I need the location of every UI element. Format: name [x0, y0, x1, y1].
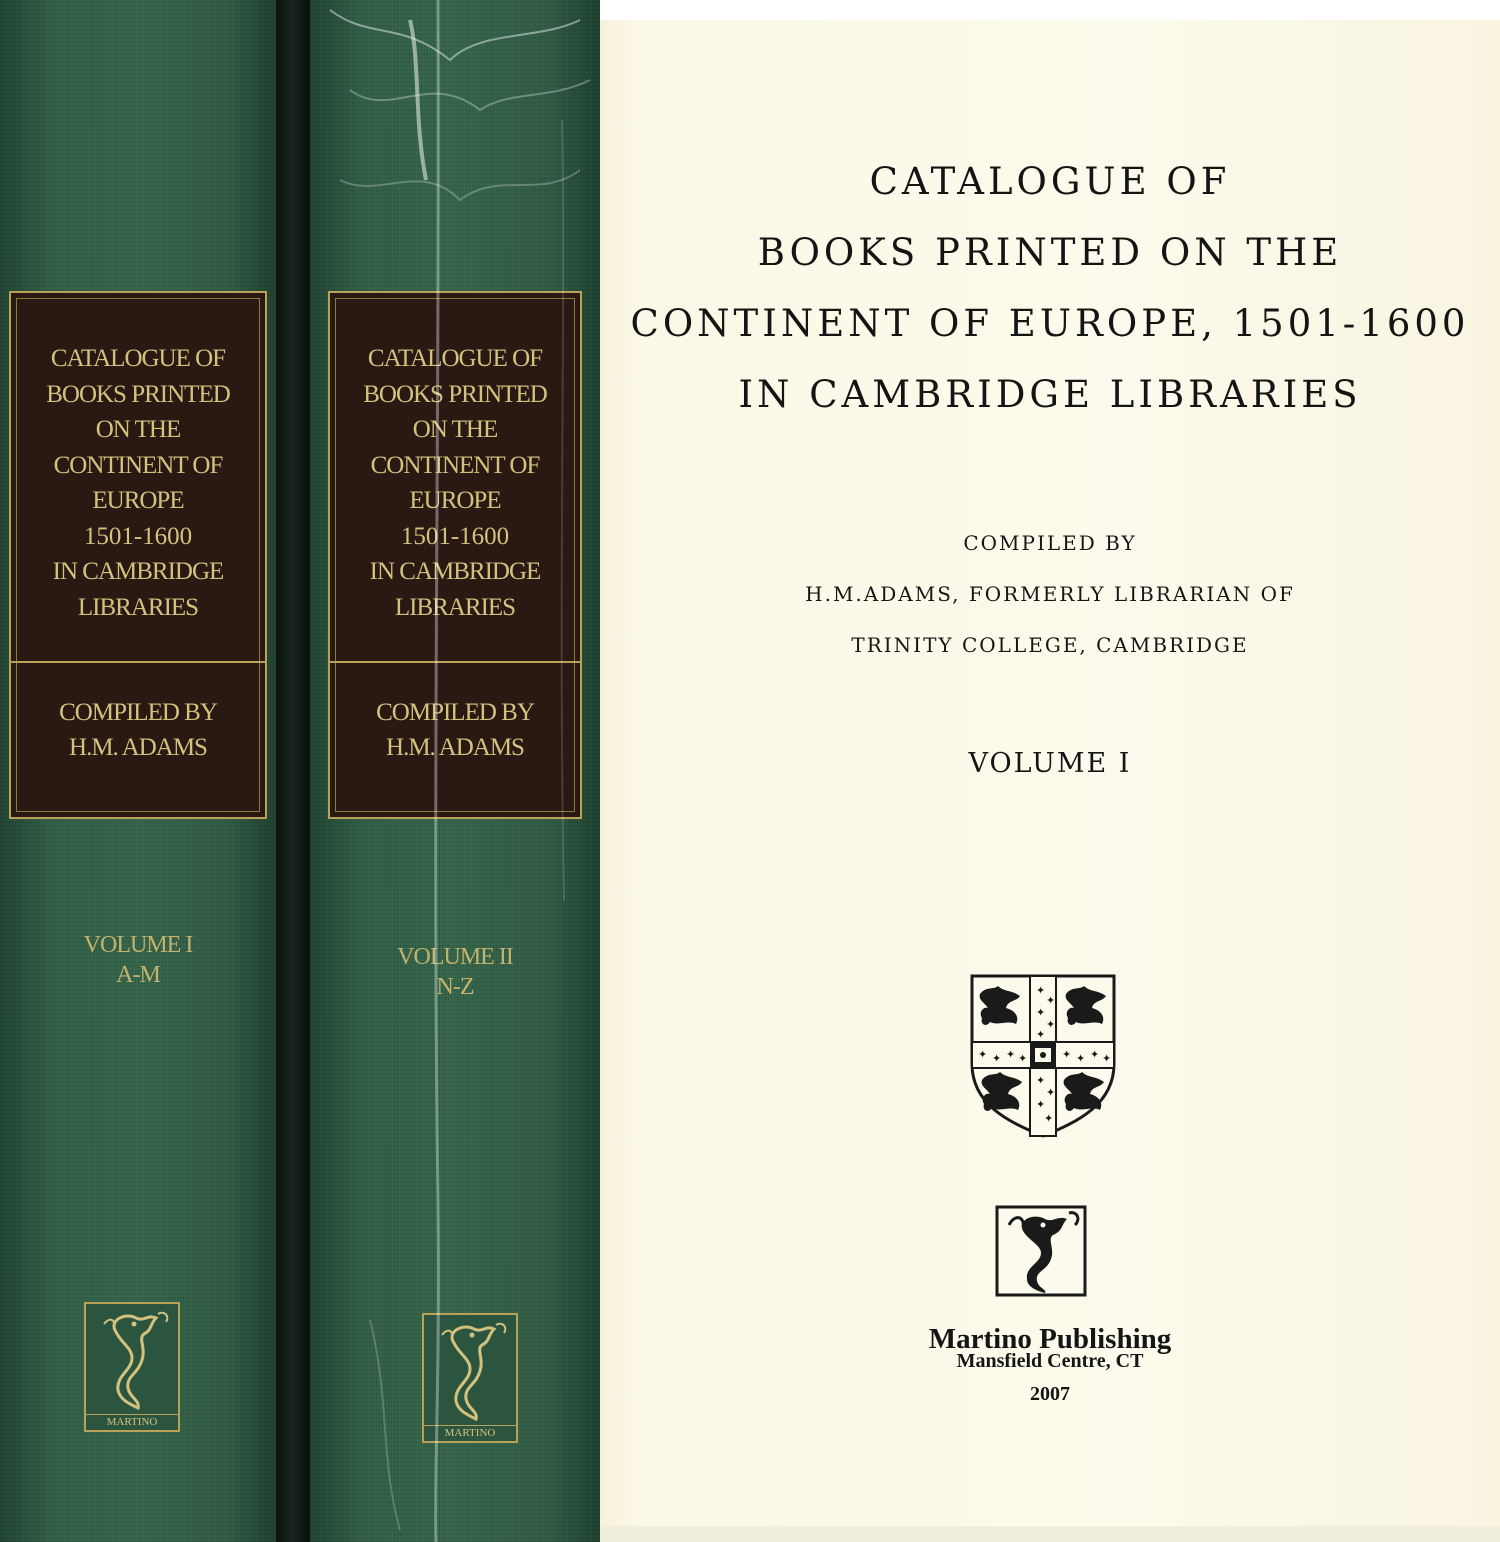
- spine-volume-line: VOLUME II: [397, 944, 513, 970]
- page-title-line: CONTINENT OF EUROPE, 1501-1600: [630, 302, 1470, 345]
- svg-text:✦: ✦: [1046, 1086, 1056, 1099]
- page-title-line: BOOKS PRINTED ON THE: [757, 231, 1343, 274]
- spine-title-line: ON THE: [412, 416, 498, 443]
- spine-compiler: [334, 695, 576, 765]
- compiler-line: COMPILED BY: [963, 531, 1137, 555]
- svg-text:✦: ✦: [1018, 1052, 1028, 1065]
- spine-label-box: [328, 291, 582, 819]
- spine-title-line: IN CAMBRIDGE: [52, 558, 224, 585]
- svg-text:✦: ✦: [1046, 1018, 1056, 1031]
- spine-title-line: CONTINENT OF: [53, 451, 223, 479]
- spine-gap: [276, 0, 310, 1542]
- spine-title-line: 1501-1600: [83, 522, 193, 550]
- title-page: [600, 20, 1500, 1528]
- spine-compiler: [15, 695, 261, 765]
- spine-label-divider: [330, 661, 580, 663]
- svg-text:✦: ✦: [1076, 1052, 1086, 1065]
- publisher-name: Martino Publishing: [928, 1323, 1172, 1355]
- spine-volume-2: [310, 0, 600, 1542]
- svg-text:✦: ✦: [1102, 1052, 1112, 1065]
- spine-title-line: BOOKS PRINTED: [363, 380, 547, 408]
- spine-volume-line: N-Z: [436, 974, 474, 1000]
- svg-text:✦: ✦: [1036, 1098, 1046, 1111]
- spine-logo-label: MARTINO: [86, 1414, 178, 1428]
- dolphin-icon: [86, 1304, 178, 1412]
- martino-spine-logo: [422, 1313, 518, 1443]
- volume-label: VOLUME I: [968, 748, 1132, 779]
- svg-text:✦: ✦: [1036, 1006, 1046, 1019]
- publisher-place: Mansfield Centre, CT: [956, 1350, 1144, 1372]
- spine-title-line: BOOKS PRINTED: [46, 380, 230, 408]
- spine-compiler-line: COMPILED BY: [59, 699, 217, 726]
- martino-dolphin-icon: [995, 1205, 1087, 1297]
- spine-volume-label: [0, 930, 276, 990]
- publication-year: 2007: [1030, 1383, 1070, 1405]
- spine-logo-label: MARTINO: [424, 1425, 516, 1439]
- svg-text:✦: ✦: [978, 1048, 988, 1061]
- spine-title-line: EUROPE: [409, 487, 501, 514]
- spine-label-box: [9, 291, 267, 819]
- svg-text:✦: ✦: [1006, 1048, 1016, 1061]
- spine-title: [15, 341, 261, 625]
- svg-text:✦: ✦: [1090, 1048, 1100, 1061]
- spine-title-line: CATALOGUE OF: [367, 345, 543, 372]
- page-title: [600, 146, 1500, 430]
- svg-text:✦: ✦: [1036, 1028, 1046, 1041]
- spine-compiler-line: H.M. ADAMS: [386, 734, 524, 761]
- svg-text:✦: ✦: [1036, 984, 1046, 997]
- dolphin-icon: [424, 1315, 516, 1423]
- svg-text:✦: ✦: [1046, 994, 1056, 1007]
- spine-title-line: LIBRARIES: [77, 593, 199, 621]
- compiler-line: TRINITY COLLEGE, CAMBRIDGE: [851, 633, 1249, 657]
- compiler-line: H.M.ADAMS, FORMERLY LIBRARIAN OF: [805, 582, 1295, 606]
- spine-compiler-line: COMPILED BY: [376, 699, 534, 726]
- spine-compiler-line: H.M. ADAMS: [69, 734, 207, 761]
- spine-label-divider: [11, 661, 265, 663]
- spine-volume-label: [310, 942, 600, 1002]
- spine-volume-line: A-M: [116, 962, 160, 988]
- svg-text:✦: ✦: [1062, 1048, 1072, 1061]
- spine-title-line: LIBRARIES: [394, 593, 516, 621]
- page-title-line: IN CAMBRIDGE LIBRARIES: [738, 373, 1362, 416]
- svg-text:✦: ✦: [1036, 1074, 1046, 1087]
- page-edge-bottom: [600, 1526, 1500, 1542]
- spine-volume-1: [0, 0, 276, 1542]
- spine-title-line: CATALOGUE OF: [50, 345, 226, 372]
- spine-title-line: CONTINENT OF: [370, 451, 540, 479]
- spine-title-line: ON THE: [95, 416, 181, 443]
- page-title-line: CATALOGUE OF: [869, 160, 1231, 203]
- spine-title-line: 1501-1600: [400, 522, 510, 550]
- spine-title-line: IN CAMBRIDGE: [369, 558, 541, 585]
- spine-title-line: EUROPE: [92, 487, 184, 514]
- compiler-credit: [600, 518, 1500, 671]
- spine-title: [334, 341, 576, 625]
- svg-text:✦: ✦: [992, 1052, 1002, 1065]
- cambridge-arms-icon: [968, 972, 1118, 1140]
- spine-volume-line: VOLUME I: [83, 932, 193, 958]
- svg-text:✦: ✦: [1044, 1112, 1054, 1125]
- martino-spine-logo: [84, 1302, 180, 1432]
- page-edge-top: [600, 0, 1500, 22]
